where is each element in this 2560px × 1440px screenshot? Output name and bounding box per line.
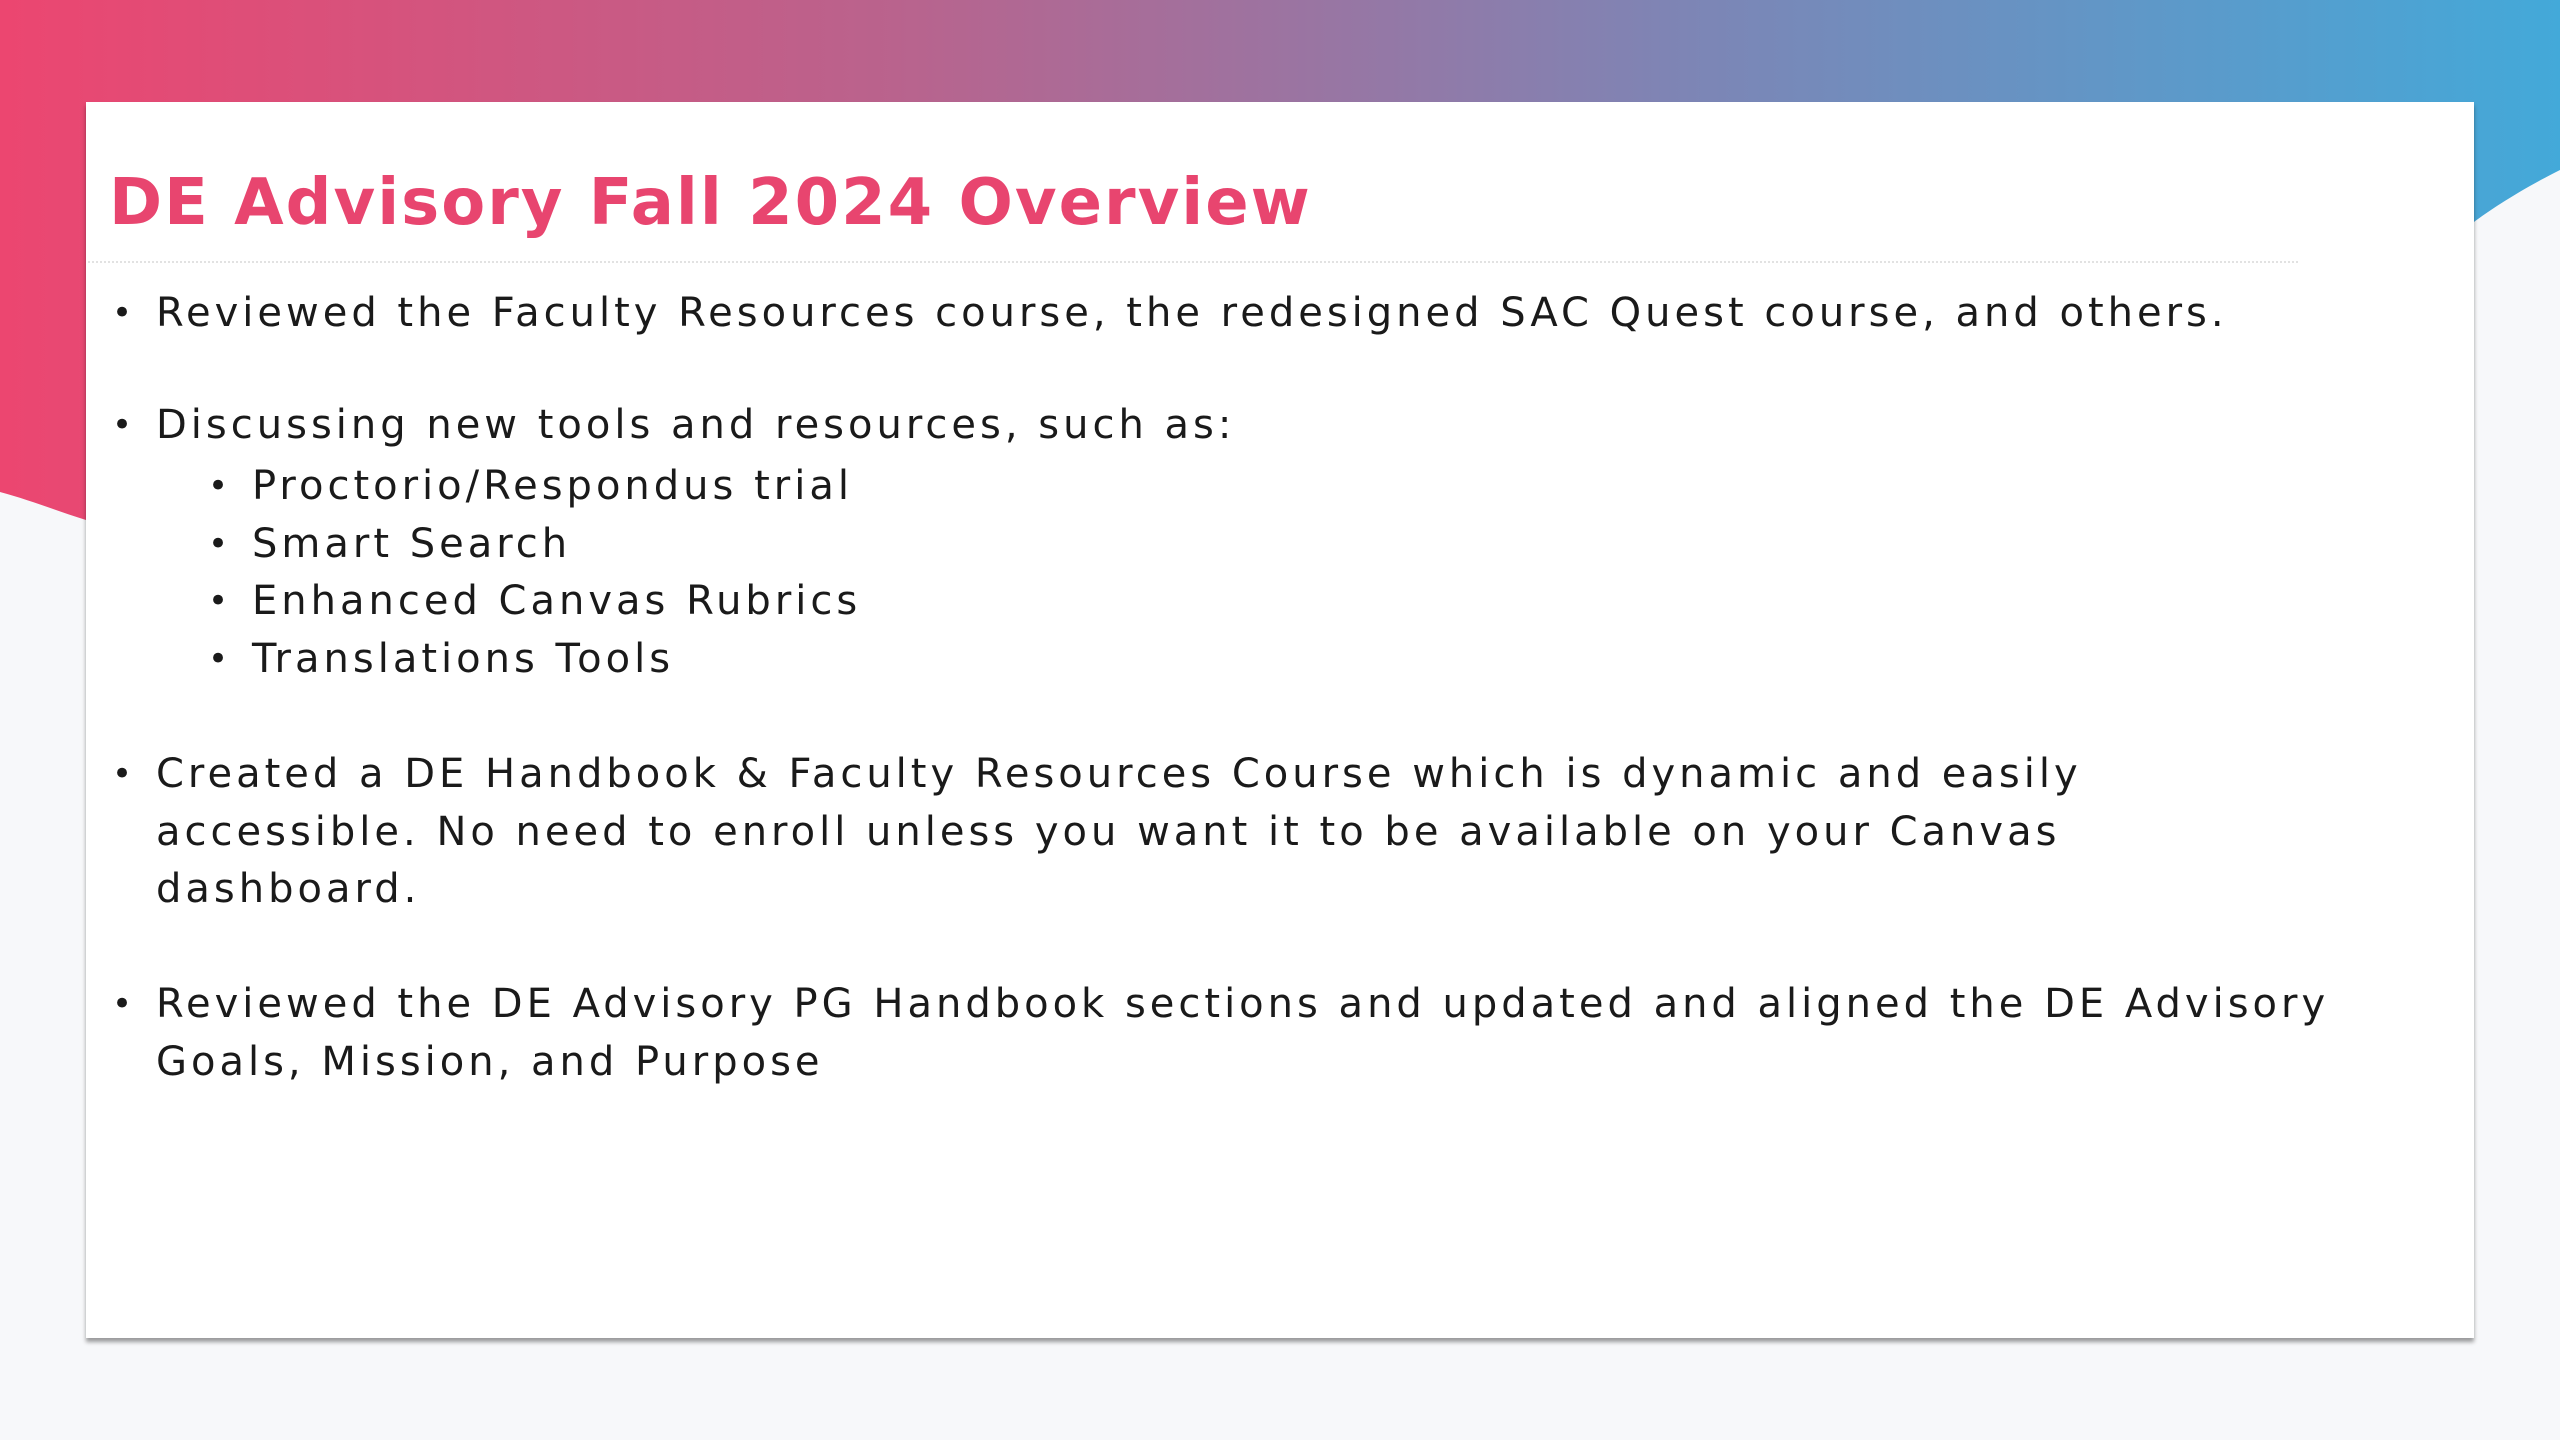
sub-bullet-text: Proctorio/Respondus trial	[252, 463, 853, 509]
sub-bullet-item	[208, 631, 2352, 689]
title-divider	[88, 261, 2298, 263]
bullet-dot: •	[112, 984, 133, 1024]
bullet-item	[112, 746, 2176, 919]
bullet-dot: •	[208, 639, 229, 679]
bullet-text: Discussing new tools and resources, such as:	[156, 402, 1236, 448]
bullet-item	[112, 397, 2406, 455]
bullet-text: Reviewed the DE Advisory PG Handbook sections and updated and aligned the DE Advisory Goals, Mission, and Purpose	[156, 981, 2330, 1085]
bullet-dot: •	[208, 466, 229, 506]
sub-bullet-item	[208, 458, 2352, 516]
bullet-dot: •	[208, 524, 229, 564]
bullet-dot: •	[112, 293, 133, 333]
bullet-dot: •	[112, 754, 133, 794]
sub-bullet-item	[208, 573, 2352, 631]
sub-bullet-text: Translations Tools	[252, 636, 675, 682]
sub-bullet-text: Enhanced Canvas Rubrics	[252, 578, 862, 624]
bullet-dot: •	[208, 581, 229, 621]
bullet-item	[112, 976, 2406, 1091]
bullet-text: Created a DE Handbook & Faculty Resources Course which is dynamic and easily accessible. No need to enroll unless you want it to be available on your Canvas dashboard.	[156, 751, 2082, 912]
sub-bullet-item	[208, 516, 2352, 574]
bullet-dot: •	[112, 405, 133, 445]
bullet-text: Reviewed the Faculty Resources course, the redesigned SAC Quest course, and others.	[156, 290, 2228, 336]
slide-title: DE Advisory Fall 2024 Overview	[109, 166, 1312, 240]
bullet-item	[112, 285, 2406, 343]
sub-bullet-text: Smart Search	[252, 521, 572, 567]
